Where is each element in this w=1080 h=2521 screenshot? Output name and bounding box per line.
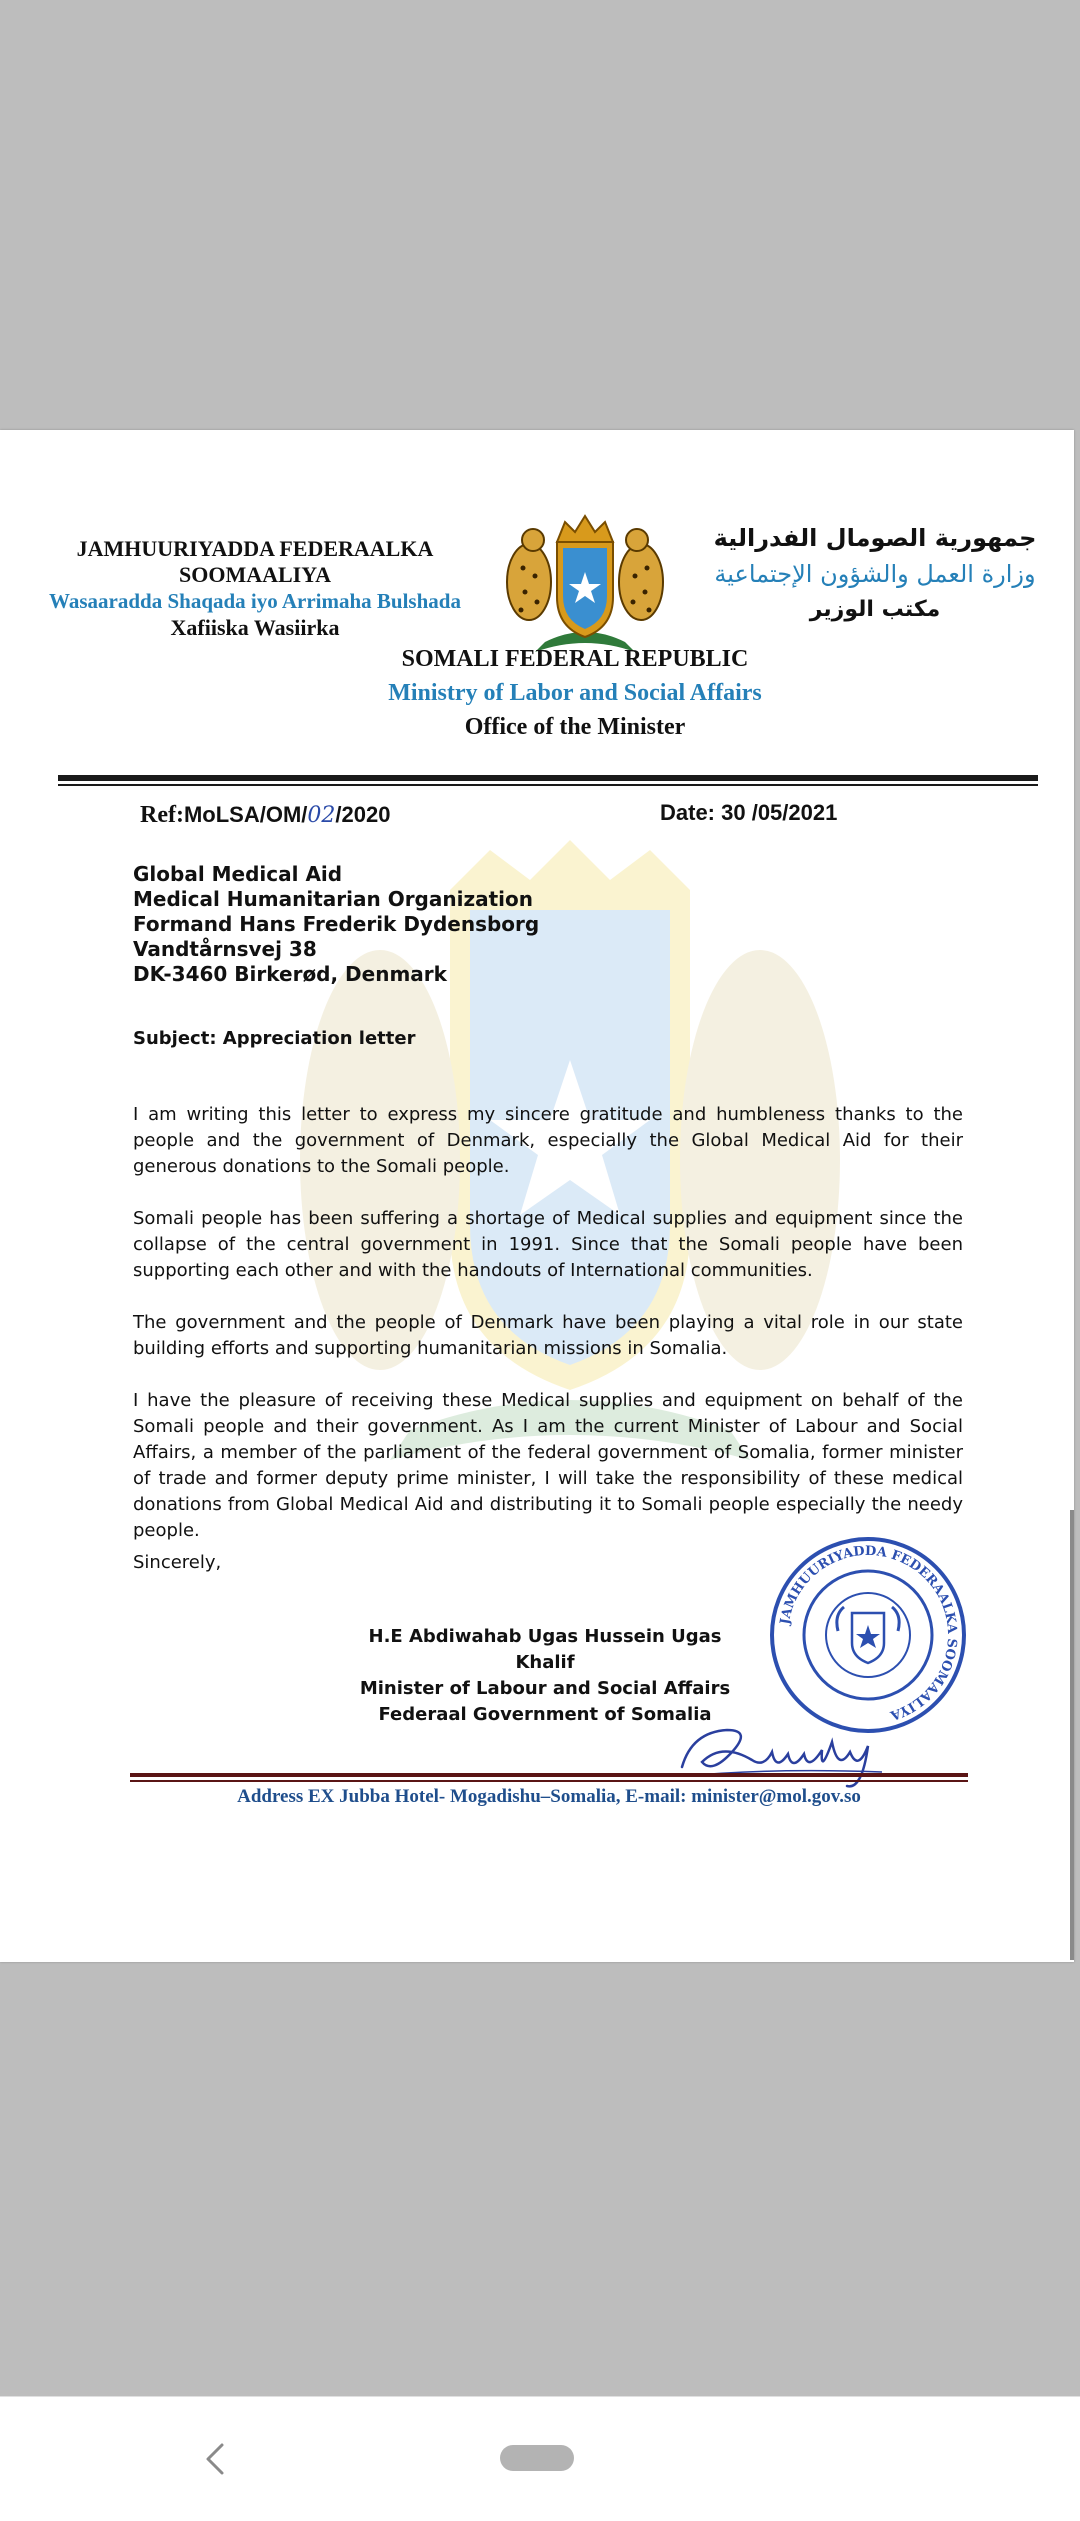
arabic-republic: جمهورية الصومال الفدرالية: [713, 524, 1037, 552]
body-paragraph: The government and the people of Denmark have been playing a vital role in our state building efforts and supporting humanitarian missions in Somalia.: [133, 1312, 963, 1359]
recipient-address: [133, 862, 539, 987]
header-divider-thin: [58, 784, 1038, 786]
body-paragraph: I am writing this letter to express my sincere gratitude and humbleness thanks to the people and the government of Denmark, especially the Global Medical Aid for their generous donations to the Somali people.: [133, 1104, 963, 1177]
body-paragraph: Somali people has been suffering a shortage of Medical supplies and equipment since the collapse of the central government in 1991. Since that the Somali people have been supporting each other and with the handouts of International communities.: [133, 1208, 963, 1281]
somali-republic-line1: JAMHUURIYADDA FEDERAALKA: [76, 536, 434, 561]
letterhead-somali: [30, 536, 480, 642]
reference-code: MoLSA/OM/: [183, 802, 308, 827]
closing: Sincerely,: [133, 1552, 222, 1573]
signatory-name: H.E Abdiwahab Ugas Hussein Ugas Khalif: [368, 1626, 722, 1673]
document-page: [0, 430, 1074, 1962]
system-navigation-bar: [0, 2396, 1080, 2521]
arabic-office: مكتب الوزير: [809, 597, 941, 622]
body-paragraph: I have the pleasure of receiving these Medical supplies and equipment on behalf of the Somali people and their government. As I am the current Minister of Labour and Social Affairs, a member of the parliament of the federal government of Somalia, former minister of trade and former deputy prime minister, I will take the responsibility of these medical donations from Global Medical Aid and distributing it to Somali people especially the needy people.: [133, 1390, 963, 1541]
footer-divider: [130, 1773, 968, 1777]
english-ministry: Ministry of Labor and Social Affairs: [388, 680, 762, 706]
recipient-line: Formand Hans Frederik Dydensborg: [133, 912, 540, 936]
scan-edge: [1070, 1510, 1074, 1960]
reference-handwritten-number: 02: [307, 803, 336, 828]
signatory-title: Minister of Labour and Social Affairs: [359, 1678, 731, 1699]
letter-body: [133, 1102, 963, 1570]
footer-address: Address EX Jubba Hotel- Mogadishu–Somalia, E-mail: minister@mol.gov.so: [237, 1786, 861, 1807]
letter-subject: Subject: Appreciation letter: [133, 1028, 416, 1049]
somali-office: Xafiiska Wasiirka: [170, 615, 340, 640]
recipient-line: Global Medical Aid: [133, 862, 343, 886]
recipient-line: Vandtårnsvej 38: [133, 937, 317, 961]
home-pill-icon[interactable]: [500, 2445, 574, 2471]
official-stamp-icon: [768, 1535, 968, 1735]
reference-number: [140, 802, 390, 829]
footer-divider-thin: [130, 1780, 968, 1782]
svg-text:JAMHUURIYADDA FEDERAALKA SOOMA: JAMHUURIYADDA FEDERAALKA SOOMAALIYA: [777, 1543, 960, 1723]
somalia-coat-of-arms-icon: [485, 502, 685, 662]
reference-year: /2020: [335, 802, 391, 827]
reference-prefix: Ref:: [140, 802, 184, 828]
arabic-ministry: وزارة العمل والشؤون الإجتماعية: [714, 560, 1036, 588]
chevron-left-icon[interactable]: [196, 2439, 236, 2479]
english-office: Office of the Minister: [464, 714, 686, 740]
somali-ministry: Wasaaradda Shaqada iyo Arrimaha Bulshada: [49, 589, 461, 613]
header-divider: [58, 775, 1038, 781]
somali-republic-line2: SOOMAALIYA: [179, 562, 331, 587]
letterhead-english: [330, 642, 820, 744]
english-republic: SOMALI FEDERAL REPUBLIC: [401, 646, 749, 672]
recipient-line: DK-3460 Birkerød, Denmark: [133, 962, 447, 986]
letterhead-arabic: [690, 520, 1060, 628]
signatory-government: Federaal Government of Somalia: [378, 1704, 712, 1725]
recipient-line: Medical Humanitarian Organization: [133, 887, 533, 911]
letter-date: Date: 30 /05/2021: [660, 800, 838, 825]
